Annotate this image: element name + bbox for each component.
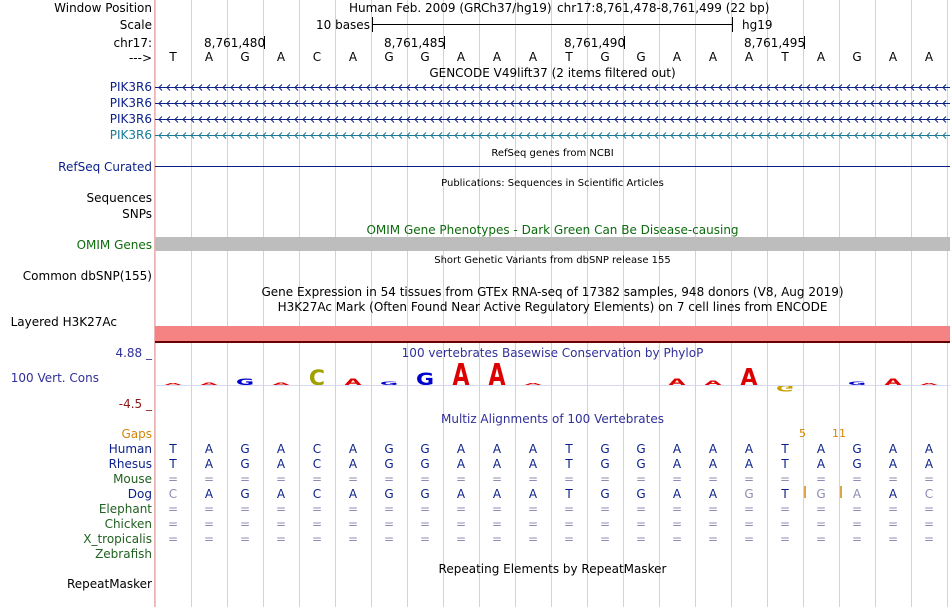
ruler-ticks [265, 36, 805, 49]
alignment-base-elephant: = [347, 502, 359, 516]
gencode-item-label[interactable]: PIK3R6 [109, 96, 152, 110]
repeatmasker-track-label[interactable]: RepeatMasker [66, 577, 152, 591]
alignment-base-rhesus: G [420, 457, 430, 471]
sequence-base: G [420, 50, 430, 64]
alignment-base-chicken: = [563, 517, 575, 531]
alignment-base-human: G [600, 442, 610, 456]
alignment-base-rhesus: G [384, 457, 394, 471]
alignment-base-rhesus: G [852, 457, 862, 471]
alignment-base-x-tropicalis: = [203, 532, 215, 546]
alignment-base-human: A [816, 442, 826, 456]
alignment-base-rhesus: A [924, 457, 934, 471]
window-position-label: Window Position [54, 1, 152, 15]
alignment-base-elephant: = [275, 502, 287, 516]
alignment-base-rhesus: T [565, 457, 573, 471]
alignment-base-elephant: = [707, 502, 719, 516]
species-label-chicken: Chicken [104, 517, 152, 531]
alignment-base-x-tropicalis: = [419, 532, 431, 546]
alignment-base-dog: A [204, 487, 214, 501]
alignment-base-mouse: = [779, 472, 791, 486]
scale-label: Scale [119, 18, 152, 32]
alignment-base-human: G [852, 442, 862, 456]
alignment-base-x-tropicalis: = [779, 532, 791, 546]
alignment-base-mouse: = [563, 472, 575, 486]
conservation-logo-base: A [344, 376, 362, 388]
alignment-base-dog: G [744, 487, 754, 501]
alignment-base-dog: A [348, 487, 358, 501]
sequence-base: A [456, 50, 466, 64]
strand-arrow-label: ---> [128, 51, 152, 65]
alignment-base-mouse: = [383, 472, 395, 486]
conservation-logo-base: A [452, 357, 470, 394]
alignment-base-dog: G [420, 487, 430, 501]
alignment-base-chicken: = [527, 517, 539, 531]
ruler-tick-label: 8,761,480 [204, 36, 266, 50]
scale-bar-label: 10 bases [316, 18, 370, 32]
alignment-base-mouse: = [491, 472, 503, 486]
alignment-base-rhesus: A [708, 457, 718, 471]
refseq-track-label[interactable]: RefSeq Curated [58, 160, 152, 174]
snps-track-label[interactable]: SNPs [122, 207, 152, 221]
chrom-label: chr17: [113, 36, 152, 50]
alignment-base-chicken: = [383, 517, 395, 531]
alignment-base-mouse: = [635, 472, 647, 486]
conservation-logo-base: G [847, 380, 867, 387]
sequence-base: A [492, 50, 502, 64]
alignment-base-chicken: = [491, 517, 503, 531]
alignment-base-human: A [708, 442, 718, 456]
alignment-base-chicken: = [743, 517, 755, 531]
alignment-base-rhesus: A [528, 457, 538, 471]
sequence-base: G [852, 50, 862, 64]
alignment-base-dog: A [672, 487, 682, 501]
sequence-base: G [384, 50, 394, 64]
alignment-base-x-tropicalis: = [923, 532, 935, 546]
conservation-logo-base: G [235, 376, 255, 388]
conservation-logo-base: A [920, 382, 938, 386]
alignment-base-x-tropicalis: = [563, 532, 575, 546]
alignment-base-human: A [672, 442, 682, 456]
alignment-base-x-tropicalis: = [275, 532, 287, 546]
alignment-base-rhesus: G [636, 457, 646, 471]
conservation-logo-base: A [200, 381, 218, 386]
alignment-base-elephant: = [311, 502, 323, 516]
alignment-base-x-tropicalis: = [671, 532, 683, 546]
refseq-track-title: RefSeq genes from NCBI [491, 148, 614, 159]
alignment-base-elephant: = [563, 502, 575, 516]
multiz-track-title: Multiz Alignments of 100 Vertebrates [440, 412, 665, 426]
alignment-base-x-tropicalis: = [167, 532, 179, 546]
alignment-base-rhesus: C [312, 457, 322, 471]
alignment-base-mouse: = [923, 472, 935, 486]
publications-track-title: Publications: Sequences in Scientific Articles [441, 178, 664, 189]
cons-max-label: 4.88 _ [115, 346, 152, 360]
alignment-base-mouse: = [671, 472, 683, 486]
alignment-base-elephant: = [779, 502, 791, 516]
conservation-logo[interactable] [155, 358, 950, 394]
alignment-base-dog: G [384, 487, 394, 501]
alignment-base-elephant: = [815, 502, 827, 516]
alignment-base-elephant: = [383, 502, 395, 516]
gencode-item-label[interactable]: PIK3R6 [109, 128, 152, 142]
sequence-base: A [924, 50, 934, 64]
alignment-base-mouse: = [707, 472, 719, 486]
alignment-base-mouse: = [275, 472, 287, 486]
alignment-base-dog: G [816, 487, 826, 501]
track-labels-panel [0, 0, 154, 607]
ruler-tick-label: 8,761,485 [384, 36, 446, 50]
species-label-elephant: Elephant [98, 502, 152, 516]
alignment-base-human: G [384, 442, 394, 456]
alignment-base-x-tropicalis: = [455, 532, 467, 546]
sequences-track-label[interactable]: Sequences [86, 191, 152, 205]
h3k27ac-track-title: H3K27Ac Mark (Often Found Near Active Regulatory Elements) on 7 cell lines from ENCODE [277, 300, 828, 314]
alignment-base-elephant: = [527, 502, 539, 516]
alignment-base-human: G [240, 442, 250, 456]
alignment-base-chicken: = [419, 517, 431, 531]
alignment-base-human: A [492, 442, 502, 456]
alignment-base-elephant: = [239, 502, 251, 516]
sequence-base: C [312, 50, 322, 64]
alignment-base-dog: A [708, 487, 718, 501]
alignment-base-elephant: = [455, 502, 467, 516]
sequence-base: A [348, 50, 358, 64]
gap-count: 5 [799, 427, 806, 440]
gaps-label: Gaps [121, 427, 152, 441]
alignment-base-rhesus: T [169, 457, 177, 471]
alignment-base-dog: G [636, 487, 646, 501]
sequence-base: A [672, 50, 682, 64]
sequence-base: G [636, 50, 646, 64]
conservation-logo-base: A [704, 379, 722, 387]
alignment-base-dog: A [456, 487, 466, 501]
alignment-base-elephant: = [923, 502, 935, 516]
alignment-base-x-tropicalis: = [851, 532, 863, 546]
alignment-base-elephant: = [491, 502, 503, 516]
alignment-base-chicken: = [203, 517, 215, 531]
alignment-base-chicken: = [671, 517, 683, 531]
sequence-base: T [781, 50, 789, 64]
alignment-base-chicken: = [707, 517, 719, 531]
conservation-logo-base: G [775, 382, 795, 394]
alignment-base-x-tropicalis: = [491, 532, 503, 546]
alignment-base-human: A [204, 442, 214, 456]
alignment-base-rhesus: A [348, 457, 358, 471]
gencode-transcripts[interactable] [155, 85, 950, 139]
cons-min-label: -4.5 _ [118, 397, 152, 411]
alignment-base-chicken: = [851, 517, 863, 531]
alignment-base-dog: C [312, 487, 322, 501]
species-label-rhesus: Rhesus [108, 457, 152, 471]
omim-gene-bar[interactable] [155, 237, 950, 251]
alignment-base-mouse: = [527, 472, 539, 486]
alignment-base-human: T [781, 442, 789, 456]
alignment-base-x-tropicalis: = [347, 532, 359, 546]
alignment-base-human: A [276, 442, 286, 456]
species-label-mouse: Mouse [113, 472, 152, 486]
alignment-base-elephant: = [599, 502, 611, 516]
conservation-logo-base: A [488, 357, 506, 394]
alignment-base-mouse: = [167, 472, 179, 486]
alignment-base-x-tropicalis: = [635, 532, 647, 546]
alignment-base-elephant: = [635, 502, 647, 516]
species-label-human: Human [108, 442, 152, 456]
alignment-base-chicken: = [599, 517, 611, 531]
alignment-base-human: T [169, 442, 177, 456]
alignment-base-chicken: = [347, 517, 359, 531]
sequence-base: A [708, 50, 718, 64]
species-label-x-tropicalis: X_tropicalis [83, 532, 152, 546]
alignment-base-rhesus: G [600, 457, 610, 471]
alignment-base-human: A [348, 442, 358, 456]
repeatmasker-track-title: Repeating Elements by RepeatMasker [438, 562, 667, 576]
conservation-logo-base: A [524, 382, 542, 386]
alignment-base-rhesus: A [492, 457, 502, 471]
alignment-base-dog: G [240, 487, 250, 501]
gap-count: 11 [832, 427, 846, 440]
alignment-base-chicken: = [167, 517, 179, 531]
scale-bar [373, 17, 733, 32]
sequence-base: G [600, 50, 610, 64]
alignment-base-rhesus: A [456, 457, 466, 471]
alignment-base-dog: A [852, 487, 862, 501]
ruler-tick-label: 8,761,495 [744, 36, 806, 50]
alignment-base-human: A [456, 442, 466, 456]
alignment-base-x-tropicalis: = [887, 532, 899, 546]
alignment-base-elephant: = [203, 502, 215, 516]
assembly-title: Human Feb. 2009 (GRCh37/hg19) [349, 1, 552, 15]
sequence-base: A [888, 50, 898, 64]
alignment-base-rhesus: A [276, 457, 286, 471]
alignment-base-human: C [312, 442, 322, 456]
alignment-base-mouse: = [311, 472, 323, 486]
omim-track-title: OMIM Gene Phenotypes - Dark Green Can Be Disease-causing [366, 223, 739, 237]
alignment-base-human: A [744, 442, 754, 456]
alignment-base-x-tropicalis: = [599, 532, 611, 546]
alignment-base-mouse: = [203, 472, 215, 486]
alignment-base-rhesus: G [240, 457, 250, 471]
alignment-base-rhesus: A [672, 457, 682, 471]
omim-track-label[interactable]: OMIM Genes [76, 238, 152, 252]
alignment-base-x-tropicalis: = [527, 532, 539, 546]
alignment-base-dog: C [924, 487, 934, 501]
alignment-base-chicken: = [815, 517, 827, 531]
alignment-base-rhesus: A [888, 457, 898, 471]
alignment-base-mouse: = [743, 472, 755, 486]
dbsnp-track-label[interactable]: Common dbSNP(155) [22, 269, 152, 283]
alignment-base-dog: C [168, 487, 178, 501]
sequence-base: T [169, 50, 177, 64]
alignment-base-rhesus: A [816, 457, 826, 471]
alignment-base-mouse: = [851, 472, 863, 486]
alignment-base-elephant: = [887, 502, 899, 516]
alignment-base-mouse: = [455, 472, 467, 486]
gencode-item-label[interactable]: PIK3R6 [109, 112, 152, 126]
alignment-base-human: A [924, 442, 934, 456]
conservation-logo-base: G [415, 369, 435, 390]
alignment-base-x-tropicalis: = [815, 532, 827, 546]
alignment-base-rhesus: A [744, 457, 754, 471]
alignment-base-elephant: = [167, 502, 179, 516]
alignment-base-chicken: = [887, 517, 899, 531]
alignment-base-human: A [888, 442, 898, 456]
conservation-logo-base: A [272, 381, 290, 386]
alignment-base-mouse: = [887, 472, 899, 486]
alignment-base-human: G [636, 442, 646, 456]
conservation-logo-base: A [884, 376, 902, 388]
alignment-base-rhesus: T [781, 457, 789, 471]
alignment-base-x-tropicalis: = [707, 532, 719, 546]
gencode-track-title: GENCODE V49lift37 (2 items filtered out) [429, 66, 676, 80]
sequence-base: A [528, 50, 538, 64]
sequence-base: A [276, 50, 286, 64]
alignment-base-mouse: = [599, 472, 611, 486]
species-label-zebrafish: Zebrafish [95, 547, 152, 561]
sequence-base: A [744, 50, 754, 64]
alignment-base-mouse: = [815, 472, 827, 486]
alignment-base-mouse: = [239, 472, 251, 486]
alignment-base-mouse: = [347, 472, 359, 486]
alignment-base-mouse: = [419, 472, 431, 486]
alignment-base-elephant: = [419, 502, 431, 516]
sequence-base: G [240, 50, 250, 64]
alignment-base-human: G [420, 442, 430, 456]
alignment-base-chicken: = [311, 517, 323, 531]
window-position-value: chr17:8,761,478-8,761,499 (22 bp) [557, 1, 770, 15]
conservation-logo-base: A [164, 382, 182, 386]
conservation-track-label[interactable]: 100 Vert. Cons [10, 371, 99, 385]
h3k27ac-signal-bar[interactable] [155, 326, 950, 341]
ruler-tick-label: 8,761,490 [564, 36, 626, 50]
alignment-base-chicken: = [455, 517, 467, 531]
database-label: hg19 [742, 18, 773, 32]
alignment-base-x-tropicalis: = [743, 532, 755, 546]
alignment-base-dog: A [888, 487, 898, 501]
alignment-base-elephant: = [851, 502, 863, 516]
alignment-base-dog: G [600, 487, 610, 501]
dbsnp-track-title: Short Genetic Variants from dbSNP release 155 [434, 255, 671, 266]
alignment-base-dog: A [528, 487, 538, 501]
alignment-base-chicken: = [635, 517, 647, 531]
alignment-base-elephant: = [671, 502, 683, 516]
alignment-base-chicken: = [779, 517, 791, 531]
conservation-logo-base: A [668, 376, 686, 388]
alignment-base-dog: A [492, 487, 502, 501]
alignment-base-dog: T [565, 487, 573, 501]
alignment-base-chicken: = [275, 517, 287, 531]
gencode-item-label[interactable]: PIK3R6 [109, 80, 152, 94]
alignment-base-x-tropicalis: = [383, 532, 395, 546]
alignment-base-rhesus: A [204, 457, 214, 471]
alignment-base-dog: A [276, 487, 286, 501]
alignment-base-elephant: = [743, 502, 755, 516]
track-image-panel[interactable] [155, 0, 950, 607]
conservation-logo-base: G [379, 380, 399, 387]
h3k27ac-track-label[interactable]: Layered H3K27Ac [10, 315, 117, 329]
sequence-base: A [816, 50, 826, 64]
alignment-base-human: T [565, 442, 573, 456]
alignment-base-chicken: = [923, 517, 935, 531]
sequence-base: T [565, 50, 573, 64]
species-label-dog: Dog [127, 487, 152, 501]
phylop-track-title: 100 vertebrates Basewise Conservation by PhyloP [401, 346, 704, 360]
conservation-logo-base: C [308, 366, 326, 391]
gtex-track-title: Gene Expression in 54 tissues from GTEx RNA-seq of 17382 samples, 948 donors (V8, Aug 2019) [261, 285, 844, 299]
alignment-base-x-tropicalis: = [239, 532, 251, 546]
conservation-logo-base: A [740, 364, 758, 392]
alignment-base-chicken: = [239, 517, 251, 531]
alignment-base-x-tropicalis: = [311, 532, 323, 546]
alignment-base-dog: T [781, 487, 789, 501]
sequence-base: A [204, 50, 214, 64]
alignment-base-human: A [528, 442, 538, 456]
